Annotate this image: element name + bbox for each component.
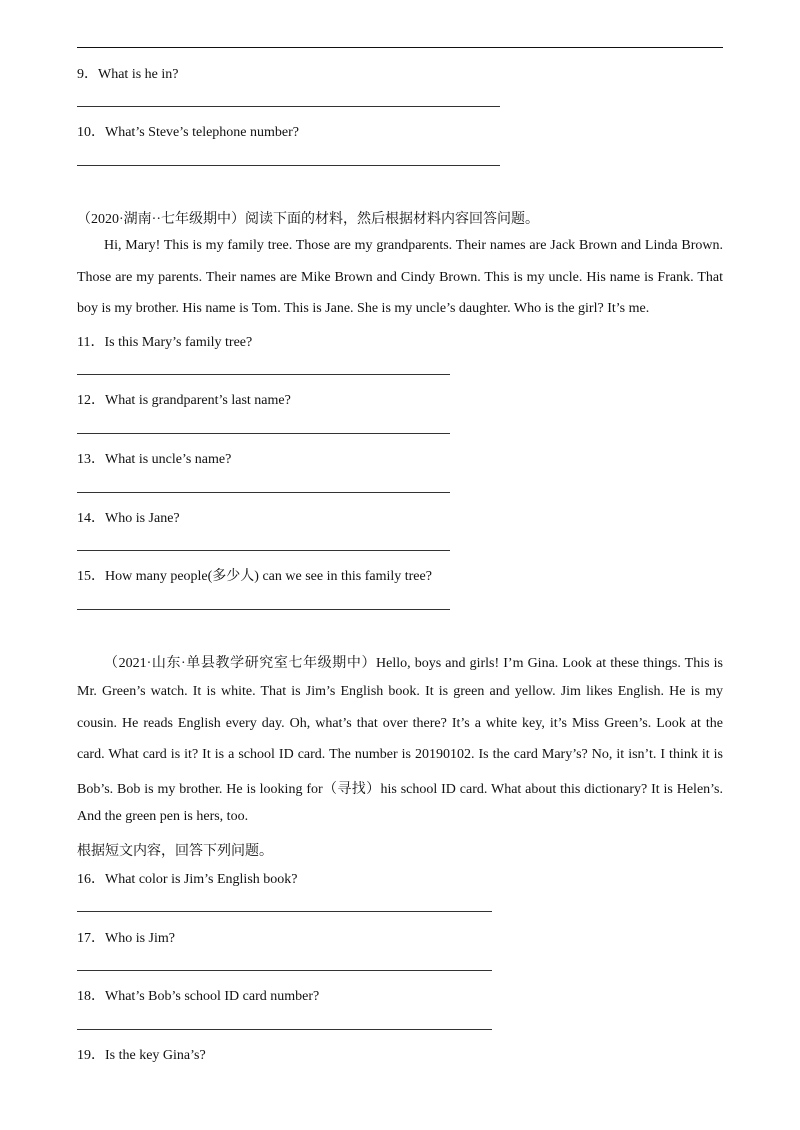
question-text: Is this Mary’s family tree?	[104, 335, 253, 350]
header-rule	[77, 47, 723, 48]
question-16	[77, 868, 297, 888]
question-number: 11．	[77, 335, 105, 350]
passage2-line: cousin. He reads English every day. Oh, what’s that over there? It’s a white key, it’s Miss Green’s. Look at the	[77, 716, 723, 731]
question-text: How many people(多少人) can we see in this family tree?	[105, 569, 432, 584]
passage1-line: Hi, Mary! This is my family tree. Those are my grandparents. Their names are Jack Brown and Linda Brown.	[104, 238, 723, 253]
answer-line-11[interactable]	[77, 374, 450, 375]
question-text: Is the key Gina’s?	[105, 1048, 206, 1063]
question-text: What’s Bob’s school ID card number?	[105, 989, 320, 1004]
answer-line-10[interactable]	[77, 165, 500, 166]
question-number: 19．	[77, 1048, 105, 1063]
passage2-line: （2021·山东·单县教学研究室七年级期中）Hello, boys and girls! I’m Gina. Look at these things. This is	[104, 656, 723, 671]
answer-line-17[interactable]	[77, 970, 492, 971]
answer-line-12[interactable]	[77, 433, 450, 434]
passage2-line: card. What card is it? It is a school ID card. The number is 20190102. Is the card Mary’s? No, it isn’t. I think it is	[77, 747, 723, 762]
question-number: 14．	[77, 511, 105, 526]
question-text: Who is Jim?	[105, 931, 175, 946]
question-11	[77, 331, 252, 351]
question-14	[77, 507, 180, 527]
passage2-line: Bob’s. Bob is my brother. He is looking for（寻找）his school ID card. What about this dictionary? It is Helen’s.	[77, 782, 723, 797]
question-15	[77, 565, 432, 585]
question-number: 15．	[77, 569, 105, 584]
passage2-instruction: 根据短文内容，回答下列问题。	[77, 844, 273, 859]
answer-line-9[interactable]	[77, 106, 500, 107]
question-text: What is uncle’s name?	[105, 452, 232, 467]
question-number: 10．	[77, 125, 105, 140]
passage1-line: boy is my brother. His name is Tom. This is Jane. She is my uncle’s daughter. Who is the girl? It’s me.	[77, 301, 650, 316]
question-text: What is he in?	[98, 67, 179, 82]
question-text: What is grandparent’s last name?	[105, 393, 291, 408]
passage1-source: （2020·湖南··七年级期中）阅读下面的材料，然后根据材料内容回答问题。	[77, 212, 539, 227]
question-number: 16．	[77, 872, 105, 887]
question-9	[77, 63, 178, 83]
question-19	[77, 1044, 206, 1064]
passage1-line: Those are my parents. Their names are Mike Brown and Cindy Brown. This is my uncle. His name is Frank. That	[77, 270, 723, 285]
question-12	[77, 389, 291, 409]
question-10	[77, 121, 299, 141]
question-number: 17．	[77, 931, 105, 946]
answer-line-14[interactable]	[77, 550, 450, 551]
passage2-line: Mr. Green’s watch. It is white. That is Jim’s English book. It is green and yellow. Jim likes English. He is my	[77, 684, 723, 699]
answer-line-16[interactable]	[77, 911, 492, 912]
question-number: 12．	[77, 393, 105, 408]
question-number: 18．	[77, 989, 105, 1004]
question-number: 13．	[77, 452, 105, 467]
answer-line-15[interactable]	[77, 609, 450, 610]
question-text: Who is Jane?	[105, 511, 180, 526]
answer-line-18[interactable]	[77, 1029, 492, 1030]
passage2-line: And the green pen is hers, too.	[77, 809, 249, 824]
question-13	[77, 448, 231, 468]
question-text: What color is Jim’s English book?	[105, 872, 298, 887]
answer-line-13[interactable]	[77, 492, 450, 493]
question-text: What’s Steve’s telephone number?	[105, 125, 299, 140]
question-18	[77, 985, 319, 1005]
question-number: 9．	[77, 67, 98, 82]
question-17	[77, 927, 175, 947]
